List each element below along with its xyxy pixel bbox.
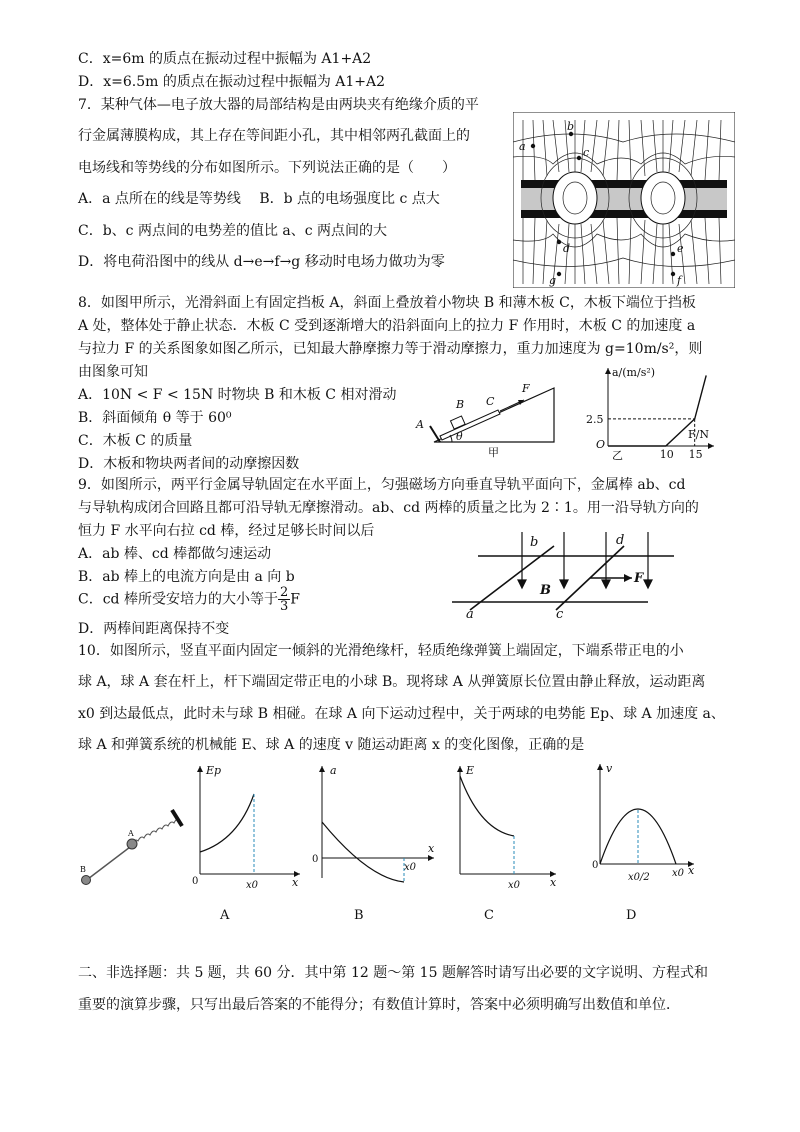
q9-stem-1: 9．如图所示，两平行金属导轨固定在水平面上，匀强磁场方向垂直导轨平面向下，金属棒 ab、cd <box>78 477 686 493</box>
q8-option-b: B．斜面倾角 θ 等于 60⁰ <box>78 410 232 426</box>
label-c: C <box>486 395 495 408</box>
q7-stem-2: 行金属薄膜构成，其上存在等间距小孔，其中相邻两孔截面上的 <box>78 128 470 144</box>
caption-c: C <box>484 908 494 923</box>
y-axis-label: a/(m/s²) <box>612 366 656 379</box>
label-a: a <box>466 607 474 622</box>
q9-option-a: A．ab 棒、cd 棒都做匀速运动 <box>78 546 272 562</box>
svg-text:x0: x0 <box>508 880 521 891</box>
q8-stem-3: 与拉力 F 的关系图象如图乙所示，已知最大静摩擦力等于滑动摩擦力，重力加速度为 g=10m/s²，则 <box>78 341 703 357</box>
a-curve <box>322 822 404 882</box>
svg-text:0: 0 <box>192 876 199 887</box>
q8-option-c: C．木板 C 的质量 <box>78 433 193 449</box>
svg-text:x: x <box>688 864 695 877</box>
label-d: d <box>563 242 571 255</box>
q7-stem-3: 电场线和等势线的分布如图所示。下列说法正确的是（ ） <box>78 160 456 176</box>
q10-stem-4: 球 A 和弹簧系统的机械能 E、球 A 的速度 v 随运动距离 x 的变化图像，正确的是 <box>78 737 585 753</box>
ball-a <box>127 839 137 849</box>
caption-yi: 乙 <box>612 449 623 460</box>
svg-text:x: x <box>428 842 435 855</box>
caption-d: D <box>626 908 637 923</box>
label-d: d <box>616 533 625 548</box>
rod <box>84 844 134 882</box>
label-a: a <box>519 140 526 153</box>
q7-option-ab: A．a 点所在的线是等势线 B．b 点的电场强度比 c 点大 <box>78 191 440 207</box>
label-g: g <box>549 274 557 287</box>
label-f: F <box>522 382 530 395</box>
label-b: B <box>456 398 465 411</box>
ep-curve <box>200 794 254 852</box>
x-tick-label: 15 <box>688 448 703 460</box>
q9-rails-diagram <box>448 530 680 622</box>
svg-text:0: 0 <box>592 860 599 871</box>
q7-option-d: D．将电荷沿图中的线从 d→e→f→g 移动时电场力做功为零 <box>78 254 445 270</box>
x-axis-label: F/N <box>688 428 709 441</box>
label-f: f <box>677 274 682 287</box>
svg-text:Ep: Ep <box>206 764 222 777</box>
q7-field-diagram <box>513 112 735 288</box>
q8-stem-2: A 处，整体处于静止状态．木板 C 受到逐渐增大的沿斜面向上的拉力 F 作用时，木板 C 的加速度 a <box>78 318 696 334</box>
stopper-a <box>430 426 440 442</box>
q8-option-a: A．10N < F < 15N 时物块 B 和木板 C 相对滑动 <box>78 387 397 403</box>
svg-text:v: v <box>606 762 613 775</box>
spring <box>132 819 180 844</box>
label-b: b <box>530 535 539 550</box>
svg-text:x0: x0 <box>404 862 417 873</box>
graph-d-v <box>590 760 700 894</box>
label-force: F <box>634 571 644 586</box>
q8-af-chart <box>572 362 722 460</box>
y-axis-arrow <box>605 368 611 374</box>
q8-stem-1: 8．如图甲所示，光滑斜面上有固定挡板 A，斜面上叠放着小物块 B 和薄木板 C，木板下端位于挡板 <box>78 295 696 311</box>
e-curve <box>460 776 514 836</box>
q9-stem-3: 恒力 F 水平向右拉 cd 棒，经过足够长时间以后 <box>78 523 375 539</box>
label-a: A <box>416 418 424 431</box>
x-tick-label: 10 <box>659 448 674 460</box>
spring-mount <box>172 810 182 826</box>
top-plate <box>521 180 727 188</box>
q10-stem-3: x0 到达最低点，此时未与球 B 相碰。在球 A 向下运动过程中，关于两球的电势能 Ep、球 A 加速度 a、 <box>78 706 725 722</box>
section-2-heading-2: 重要的演算步骤，只写出最后答案的不能得分；有数值计算时，答案中必须明确写出数值和单位． <box>78 997 680 1013</box>
q6-option-d: D．x=6.5m 的质点在振动过程中振幅为 A1+A2 <box>78 74 386 90</box>
q9-stem-2: 与导轨构成闭合回路且都可沿导轨无摩擦滑动。ab、cd 两棒的质量之比为 2∶1。用一沿导轨方向的 <box>78 500 699 516</box>
svg-text:x0: x0 <box>672 868 685 879</box>
q10-spring-diagram <box>78 800 188 890</box>
q6-option-c: C．x=6m 的质点在振动过程中振幅为 A1+A2 <box>78 51 372 67</box>
svg-text:a: a <box>330 764 337 777</box>
caption-b: B <box>354 908 364 923</box>
label-field: B <box>540 583 551 598</box>
q10-stem-1: 10．如图所示，竖直平面内固定一倾斜的光滑绝缘杆，轻质绝缘弹簧上端固定，下端系带正电的小 <box>78 643 684 659</box>
board-c <box>440 410 500 440</box>
graph-b-a <box>308 762 442 884</box>
hole-right <box>641 172 685 224</box>
ball-b <box>82 876 91 885</box>
label-b: b <box>567 120 575 133</box>
label-c: c <box>556 607 564 622</box>
q7-option-c: C．b、c 两点间的电势差的值比 a、c 两点间的大 <box>78 223 388 239</box>
force-arrowhead <box>624 574 632 582</box>
ball-b-label: B <box>80 865 86 874</box>
bottom-plate <box>521 210 727 218</box>
q9-option-b: B．ab 棒上的电流方向是由 a 向 b <box>78 569 295 585</box>
q8-option-d: D．木板和物块两者间的动摩擦因数 <box>78 456 300 472</box>
hole-left <box>553 172 597 224</box>
q7-stem-1: 7．某种气体—电子放大器的局部结构是由两块夹有绝缘介质的平 <box>78 97 479 113</box>
label-e: e <box>677 242 684 255</box>
svg-text:E: E <box>466 764 475 777</box>
svg-text:x: x <box>550 876 557 889</box>
label-theta: θ <box>456 430 463 443</box>
y-tick-label: 2.5 <box>586 412 604 426</box>
origin-label: O <box>596 438 606 451</box>
q10-stem-2: 球 A，球 A 套在杆上，杆下端固定带正电的小球 B。现将球 A 从弹簧原长位置由静止释放，运动距离 <box>78 674 706 690</box>
svg-text:x0: x0 <box>246 880 259 891</box>
caption-jia: 甲 <box>488 446 499 458</box>
svg-text:0: 0 <box>312 854 319 865</box>
caption-a: A <box>220 908 230 923</box>
q9-option-d: D．两棒间距离保持不变 <box>78 621 230 637</box>
x-axis-arrow <box>708 443 714 449</box>
fraction: $\frac{2}{3}$ <box>279 585 289 614</box>
graph-a-ep <box>188 760 308 894</box>
svg-text:x: x <box>292 876 299 889</box>
q9-option-c: C．cd 棒所受安培力的大小等于 $\frac{2}{3}$ F <box>78 585 300 614</box>
ball-a-label: A <box>128 829 134 838</box>
section-2-heading-1: 二、非选择题：共 5 题，共 60 分．其中第 12 题～第 15 题解答时请写出必要的文字说明、方程式和 <box>78 965 708 981</box>
svg-text:x0/2: x0/2 <box>628 872 650 883</box>
q8-stem-4: 由图象可知 <box>78 364 148 380</box>
label-c: c <box>583 146 590 159</box>
graph-c-e <box>450 760 562 894</box>
q8-incline-diagram <box>408 378 568 458</box>
